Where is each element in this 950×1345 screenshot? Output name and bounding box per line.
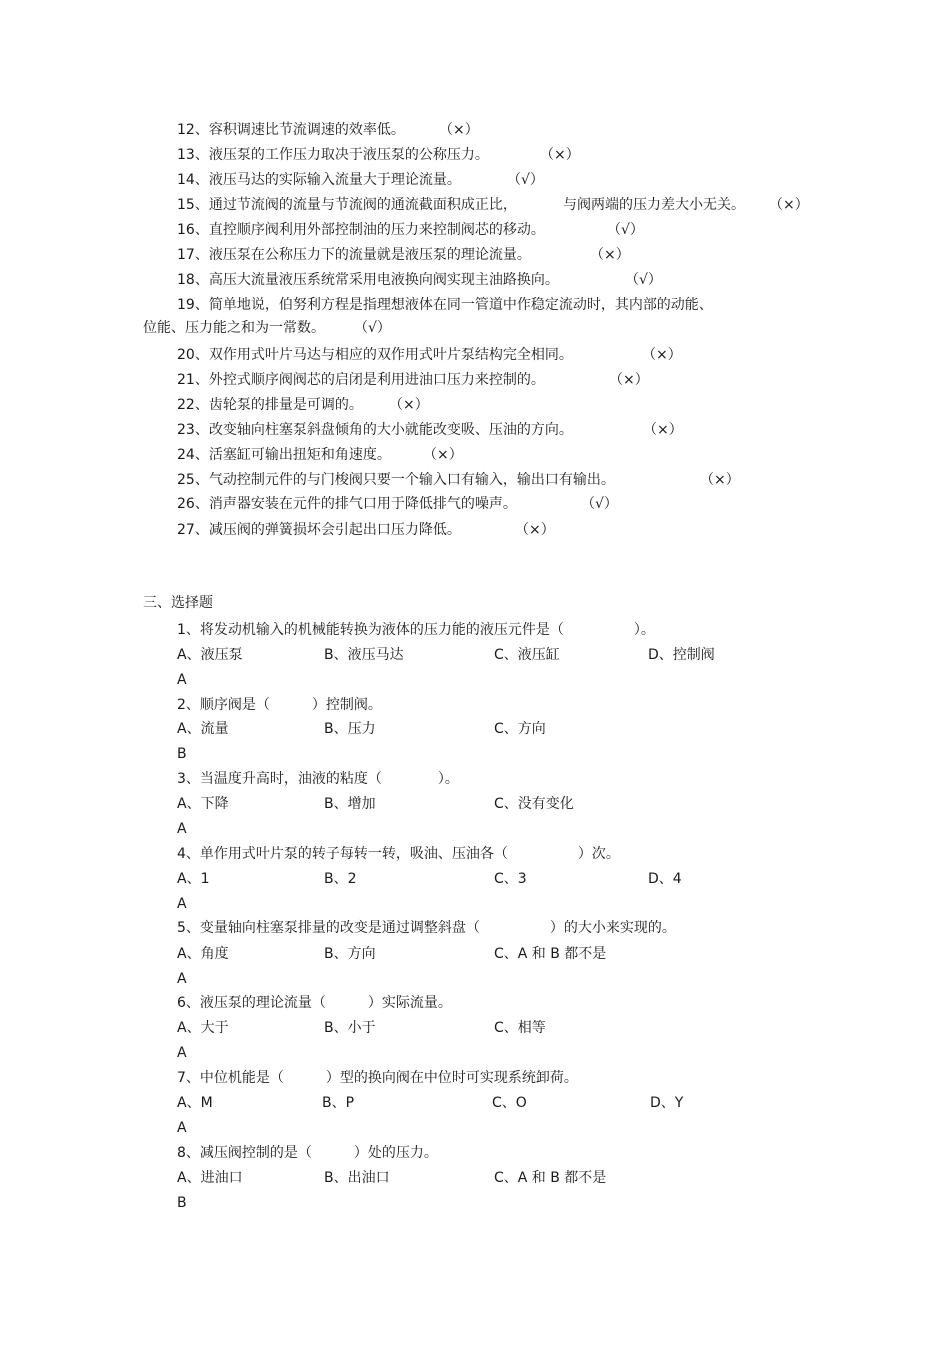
judgement-answer: （√） <box>625 272 662 288</box>
judgement-answer: （×） <box>642 347 682 363</box>
choice-answer: B <box>177 746 187 762</box>
choice-option: C、O <box>492 1095 527 1111</box>
choice-option: B、出油口 <box>324 1170 390 1186</box>
choice-question-8: 8、减压阀控制的是（ ）处的压力。 <box>177 1145 438 1161</box>
judgement-answer: （√） <box>581 496 618 512</box>
judgement-item-22: 22、齿轮泵的排量是可调的。 （×） <box>177 397 429 413</box>
judgement-item-15: 15、通过节流阀的流量与节流阀的通流截面积成正比， 与阀两端的压力差大小无关。 （×） <box>177 197 809 213</box>
judgement-item-12: 12、容积调速比节流调速的效率低。 （×） <box>177 122 479 138</box>
judgement-answer: （×） <box>700 472 740 488</box>
choice-answer: A <box>177 1120 187 1136</box>
judgement-answer: （√） <box>607 222 644 238</box>
choice-option: A、下降 <box>177 796 229 812</box>
judgement-answer: （×） <box>540 147 580 163</box>
judgement-answer: （×） <box>389 397 429 413</box>
judgement-item-20: 20、双作用式叶片马达与相应的双作用式叶片泵结构完全相同。 （×） <box>177 347 682 363</box>
choice-question-4: 4、单作用式叶片泵的转子每转一转，吸油、压油各（ ）次。 <box>177 846 620 862</box>
choice-option: B、液压马达 <box>324 647 404 663</box>
judgement-item-23: 23、改变轴向柱塞泵斜盘倾角的大小就能改变吸、压油的方向。 （×） <box>177 422 683 438</box>
choice-option: B、P <box>322 1095 355 1111</box>
choice-answer: A <box>177 672 187 688</box>
judgement-answer: （×） <box>590 247 630 263</box>
judgement-answer: （×） <box>423 447 463 463</box>
judgement-answer: （×） <box>643 422 683 438</box>
choice-question-5: 5、变量轴向柱塞泵排量的改变是通过调整斜盘（ ）的大小来实现的。 <box>177 920 676 936</box>
choice-answer: B <box>177 1195 187 1211</box>
judgement-answer: （×） <box>439 122 479 138</box>
judgement-answer: （√） <box>354 320 391 336</box>
choice-answer: A <box>177 896 187 912</box>
choice-option: C、3 <box>494 871 527 887</box>
choice-answer: A <box>177 1045 187 1061</box>
choice-option: A、角度 <box>177 946 229 962</box>
choice-option: A、M <box>177 1095 213 1111</box>
judgement-item-16: 16、直控顺序阀利用外部控制油的压力来控制阀芯的移动。 （√） <box>177 222 644 238</box>
choice-question-2: 2、顺序阀是（ ）控制阀。 <box>177 697 382 713</box>
choice-option: A、进油口 <box>177 1170 243 1186</box>
choice-answer: A <box>177 971 187 987</box>
choice-option: B、压力 <box>324 721 376 737</box>
judgement-item-24: 24、活塞缸可输出扭矩和角速度。 （×） <box>177 447 463 463</box>
choice-option: C、A 和 B 都不是 <box>494 946 607 962</box>
judgement-answer: （×） <box>609 372 649 388</box>
judgement-item-15-cont: 与阀两端的压力差大小无关。 <box>563 197 745 213</box>
choice-question-7: 7、中位机能是（ ）型的换向阀在中位时可实现系统卸荷。 <box>177 1070 578 1086</box>
section-title: 三、选择题 <box>143 595 213 611</box>
judgement-answer: （√） <box>507 172 544 188</box>
choice-option: C、A 和 B 都不是 <box>494 1170 607 1186</box>
choice-option: D、控制阀 <box>648 647 715 663</box>
judgement-item-21: 21、外控式顺序阀阀芯的启闭是利用进油口压力来控制的。 （×） <box>177 372 649 388</box>
choice-question-1: 1、将发动机输入的机械能转换为液体的压力能的液压元件是（ ）。 <box>177 622 655 638</box>
judgement-item-19: 19、简单地说，伯努利方程是指理想液体在同一管道中作稳定流动时，其内部的动能、 <box>177 297 713 313</box>
choice-option: C、方向 <box>494 721 546 737</box>
choice-answer: A <box>177 821 187 837</box>
choice-option: C、相等 <box>494 1020 546 1036</box>
choice-question-6: 6、液压泵的理论流量（ ）实际流量。 <box>177 995 452 1011</box>
choice-option: B、增加 <box>324 796 376 812</box>
choice-option: A、1 <box>177 871 210 887</box>
judgement-item-25: 25、气动控制元件的与门梭阀只要一个输入口有输入，输出口有输出。 （×） <box>177 472 740 488</box>
choice-option: B、小于 <box>324 1020 376 1036</box>
judgement-item-26: 26、消声器安装在元件的排气口用于降低排气的噪声。 （√） <box>177 496 618 512</box>
choice-option: C、液压缸 <box>494 647 560 663</box>
choice-option: C、没有变化 <box>494 796 574 812</box>
judgement-item-18: 18、高压大流量液压系统常采用电液换向阀实现主油路换向。 （√） <box>177 272 662 288</box>
choice-option: A、液压泵 <box>177 647 243 663</box>
choice-option: B、2 <box>324 871 357 887</box>
choice-option: D、4 <box>648 871 682 887</box>
judgement-item-19-cont: 位能、压力能之和为一常数。 （√） <box>143 320 391 336</box>
choice-option: A、流量 <box>177 721 229 737</box>
choice-option: D、Y <box>650 1095 684 1111</box>
judgement-item-17: 17、液压泵在公称压力下的流量就是液压泵的理论流量。 （×） <box>177 247 630 263</box>
judgement-answer: （×） <box>769 197 809 213</box>
choice-option: A、大于 <box>177 1020 229 1036</box>
judgement-item-14: 14、液压马达的实际输入流量大于理论流量。 （√） <box>177 172 544 188</box>
judgement-item-13: 13、液压泵的工作压力取决于液压泵的公称压力。 （×） <box>177 147 580 163</box>
choice-question-3: 3、当温度升高时，油液的粘度（ ）。 <box>177 771 459 787</box>
choice-option: B、方向 <box>324 946 376 962</box>
judgement-answer: （×） <box>515 522 555 538</box>
judgement-item-27: 27、减压阀的弹簧损坏会引起出口压力降低。 （×） <box>177 522 555 538</box>
